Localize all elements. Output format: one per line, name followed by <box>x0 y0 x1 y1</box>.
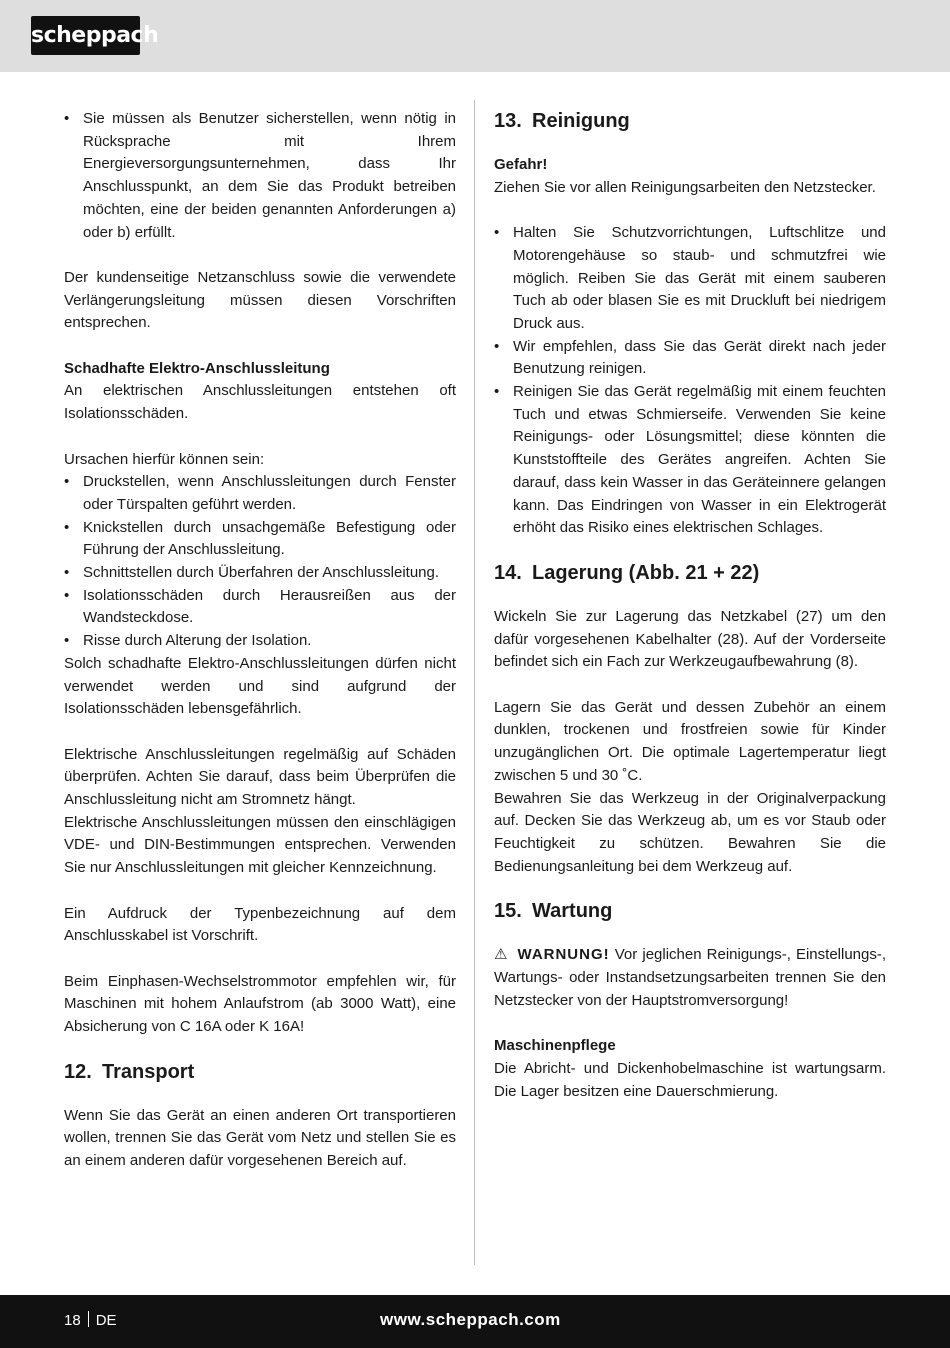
warning-word: WARNUNG! <box>517 946 610 964</box>
check-paragraph: Elektrische Anschlussleitungen regelmäßig auf Schäden überprüfen. Achten Sie darauf, dass beim Überprüfen die Anschlussleitung nicht am Stromnetz hängt. <box>64 745 456 809</box>
motor-paragraph: Beim Einphasen-Wechselstrommotor empfehlen wir, für Maschinen mit hohem Anlaufstrom (ab 3000 Watt), eine Absicherung von C 16A oder K 16A! <box>64 972 456 1036</box>
warning-paragraph <box>494 944 886 1012</box>
section-title: Transport <box>102 1060 195 1083</box>
right-column <box>494 108 886 1103</box>
danger-paragraph: Solch schadhafte Elektro-Anschlussleitungen dürfen nicht verwendet werden und sind aufgrund der Isolationsschäden lebensgefährlich. <box>64 654 456 718</box>
storage-paragraph-2: Lagern Sie das Gerät und dessen Zubehör an einem dunklen, trockenen und frostfreien sowie für Kinder unzugänglichen Ort. Die optimale Lagertemperatur liegt zwischen 5 und 30 ˚C. <box>494 698 886 784</box>
damaged-cable-heading: Schadhafte Elektro-Anschlussleitung <box>64 359 330 377</box>
section-number: 14. <box>494 561 522 584</box>
label-paragraph: Ein Aufdruck der Typenbezeichnung auf dem Anschlusskabel ist Vorschrift. <box>64 904 456 945</box>
storage-paragraph-1: Wickeln Sie zur Lagerung das Netzkabel (27) um den dafür vorgesehenen Kabelhalter (28). Auf der Vorderseite befindet sich ein Fach zur Werkzeugaufbewahrung (8). <box>494 607 886 671</box>
intro-list <box>64 108 456 244</box>
list-item: • Schnittstellen durch Überfahren der Anschlussleitung. <box>64 562 456 585</box>
danger-text: Ziehen Sie vor allen Reinigungsarbeiten den Netzstecker. <box>494 178 876 196</box>
list-item: • Reinigen Sie das Gerät regelmäßig mit einem feuchten Tuch und etwas Schmierseife. Verwenden Sie keine Reinigungs- oder Lösungsmittel; diese könnten die Kunststoffteile des Gerätes angreifen. Achten Sie darauf, dass kein Wasser in das Geräteinnere gelangen kann. Das Eindringen von Wasser in ein Elektrogerät erhöht das Risiko eines elektrischen Schlages. <box>494 381 886 540</box>
section-title: Wartung <box>532 900 613 923</box>
storage-paragraph-3: Bewahren Sie das Werkzeug in der Originalverpackung auf. Decken Sie das Werkzeug ab, um es vor Staub oder Feuchtigkeit zu schützen. Bewahren Sie die Bedienungsanleitung bei dem Werkzeug auf. <box>494 789 886 875</box>
list-item: • Knickstellen durch unsachgemäße Befestigung oder Führung der Anschlussleitung. <box>64 517 456 562</box>
causes-intro: Ursachen hierfür können sein: <box>64 450 265 468</box>
warning-text: Vor jeglichen Reinigungs-, Einstellungs-, Wartungs- oder Instandsetzungsarbeiten trennen Sie den Netzstecker von der Hauptstromversorgung! <box>494 946 887 1009</box>
list-item: • Isolationsschäden durch Herausreißen aus der Wandsteckdose. <box>64 585 456 630</box>
section-number: 12. <box>64 1060 92 1083</box>
column-divider <box>474 100 475 1265</box>
list-item: • Risse durch Alterung der Isolation. <box>64 630 456 653</box>
footer-separator <box>88 1311 89 1327</box>
page-number: 18 <box>64 1312 81 1329</box>
transport-paragraph: Wenn Sie das Gerät an einen anderen Ort transportieren wollen, trennen Sie das Gerät vom Netz und stellen Sie es an einem anderen dafür vorgesehenen Bereich auf. <box>64 1106 456 1170</box>
list-item: • Sie müssen als Benutzer sicherstellen, wenn nötig in Rücksprache mit Ihrem Energieversorgungsunternehmen, dass Ihr Anschlusspunkt, an dem Sie das Produkt betreiben möchten, eine der beiden genannten Anforderungen a) oder b) erfüllt. <box>64 108 456 244</box>
list-item: • Druckstellen, wenn Anschlussleitungen durch Fenster oder Türspalten geführt werden. <box>64 471 456 516</box>
brand-logo: scheppach <box>31 16 140 55</box>
section-heading-storage <box>494 560 886 586</box>
warning-icon: ⚠ <box>494 946 509 964</box>
list-item: • Wir empfehlen, dass Sie das Gerät direkt nach jeder Benutzung reinigen. <box>494 336 886 381</box>
list-item: • Halten Sie Schutzvorrichtungen, Luftschlitze und Motorengehäuse so staub- und schmutzfrei wie möglich. Reiben Sie das Gerät mit einem sauberen Tuch ab oder blasen Sie es mit Druckluft bei niedrigem Druck aus. <box>494 222 886 336</box>
vde-paragraph: Elektrische Anschlussleitungen müssen den einschlägigen VDE- und DIN-Bestimmungen entsprechen. Verwenden Sie nur Anschlussleitungen mit gleicher Kennzeichnung. <box>64 813 456 877</box>
section-heading-transport <box>64 1059 456 1085</box>
section-title: Lagerung (Abb. 21 + 22) <box>532 561 760 584</box>
page-number-block <box>64 1310 117 1332</box>
damaged-cable-text: An elektrischen Anschlussleitungen entstehen oft Isolationsschäden. <box>64 382 456 423</box>
danger-label: Gefahr! <box>494 156 548 173</box>
connection-paragraph: Der kundenseitige Netzanschluss sowie die verwendete Verlängerungsleitung müssen diesen Vorschriften entsprechen. <box>64 268 456 332</box>
page-header <box>0 0 950 72</box>
left-column <box>64 108 456 1173</box>
care-text: Die Abricht- und Dickenhobelmaschine ist wartungsarm. Die Lager besitzen eine Dauerschmierung. <box>494 1059 886 1100</box>
page-footer <box>0 1295 950 1348</box>
section-heading-maintenance <box>494 898 886 924</box>
website-link[interactable]: www.scheppach.com <box>380 1310 561 1329</box>
cleaning-list <box>494 222 886 540</box>
section-number: 13. <box>494 110 522 132</box>
section-heading-cleaning <box>494 108 886 134</box>
language-code: DE <box>95 1312 117 1329</box>
section-number: 15. <box>494 900 522 923</box>
section-title: Reinigung <box>532 110 630 132</box>
care-heading: Maschinenpflege <box>494 1037 616 1055</box>
causes-list <box>64 471 456 653</box>
